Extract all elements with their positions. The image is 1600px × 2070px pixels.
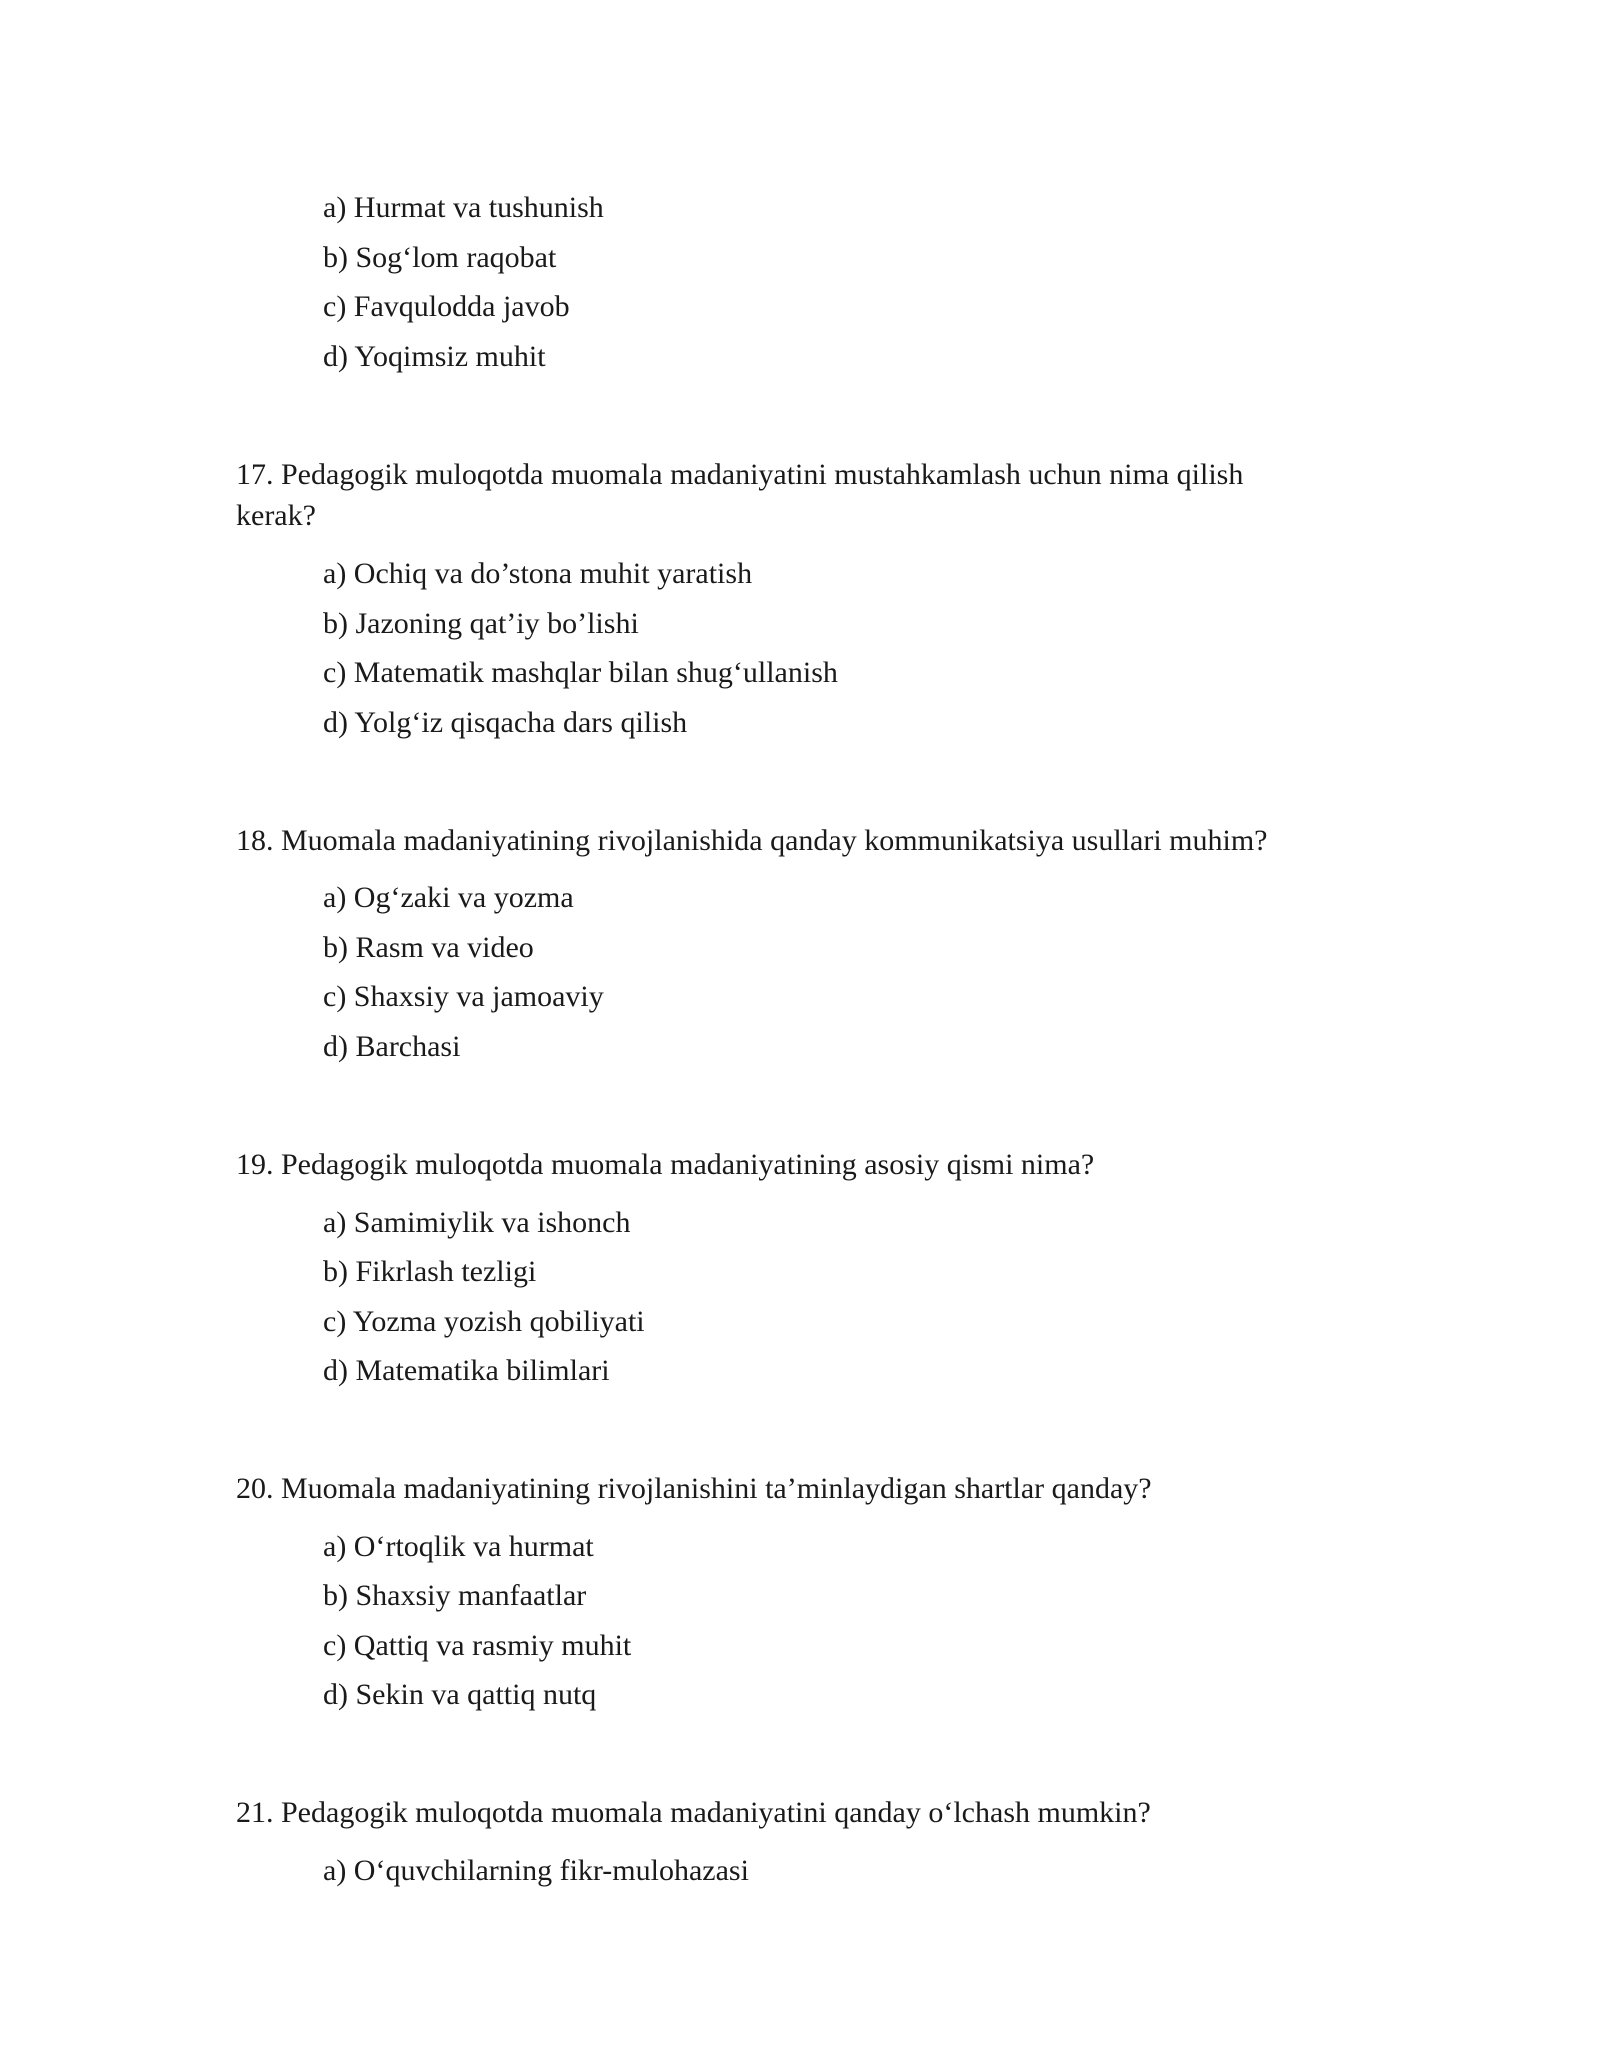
option-c: c) Matematik mashqlar bilan shug‘ullanish <box>323 656 838 689</box>
option-b: b) Shaxsiy manfaatlar <box>323 1579 587 1612</box>
option-d: d) Matematika bilimlari <box>323 1354 610 1387</box>
option-a: a) O‘rtoqlik va hurmat <box>323 1530 594 1563</box>
option-a: a) Og‘zaki va yozma <box>323 881 574 914</box>
option-a: a) O‘quvchilarning fikr-mulohazasi <box>323 1854 749 1887</box>
question-19: 19. Pedagogik muloqotda muomala madaniyatining asosiy qismi nima? <box>236 1148 1095 1181</box>
option-c: c) Favqulodda javob <box>323 290 570 323</box>
question-18: 18. Muomala madaniyatining rivojlanishida qanday kommunikatsiya usullari muhim? <box>236 824 1268 857</box>
option-b: b) Sog‘lom raqobat <box>323 241 557 274</box>
option-a: a) Samimiylik va ishonch <box>323 1206 631 1239</box>
option-b: b) Rasm va video <box>323 931 534 964</box>
option-d: d) Yolg‘iz qisqacha dars qilish <box>323 706 688 739</box>
option-d: d) Yoqimsiz muhit <box>323 340 546 373</box>
question-17: 17. Pedagogik muloqotda muomala madaniyatini mustahkamlash uchun nima qilish kerak? <box>236 458 1244 532</box>
option-d: d) Barchasi <box>323 1030 461 1063</box>
option-c: c) Yozma yozish qobiliyati <box>323 1305 645 1338</box>
option-a: a) Ochiq va do’stona muhit yaratish <box>323 557 753 590</box>
option-d: d) Sekin va qattiq nutq <box>323 1678 597 1711</box>
option-b: b) Fikrlash tezligi <box>323 1255 537 1288</box>
option-b: b) Jazoning qat’iy bo’lishi <box>323 607 639 640</box>
option-c: c) Qattiq va rasmiy muhit <box>323 1629 632 1662</box>
question-20: 20. Muomala madaniyatining rivojlanishini ta’minlaydigan shartlar qanday? <box>236 1472 1152 1505</box>
question-21: 21. Pedagogik muloqotda muomala madaniyatini qanday o‘lchash mumkin? <box>236 1796 1151 1829</box>
option-a: a) Hurmat va tushunish <box>323 191 604 224</box>
option-c: c) Shaxsiy va jamoaviy <box>323 980 604 1013</box>
